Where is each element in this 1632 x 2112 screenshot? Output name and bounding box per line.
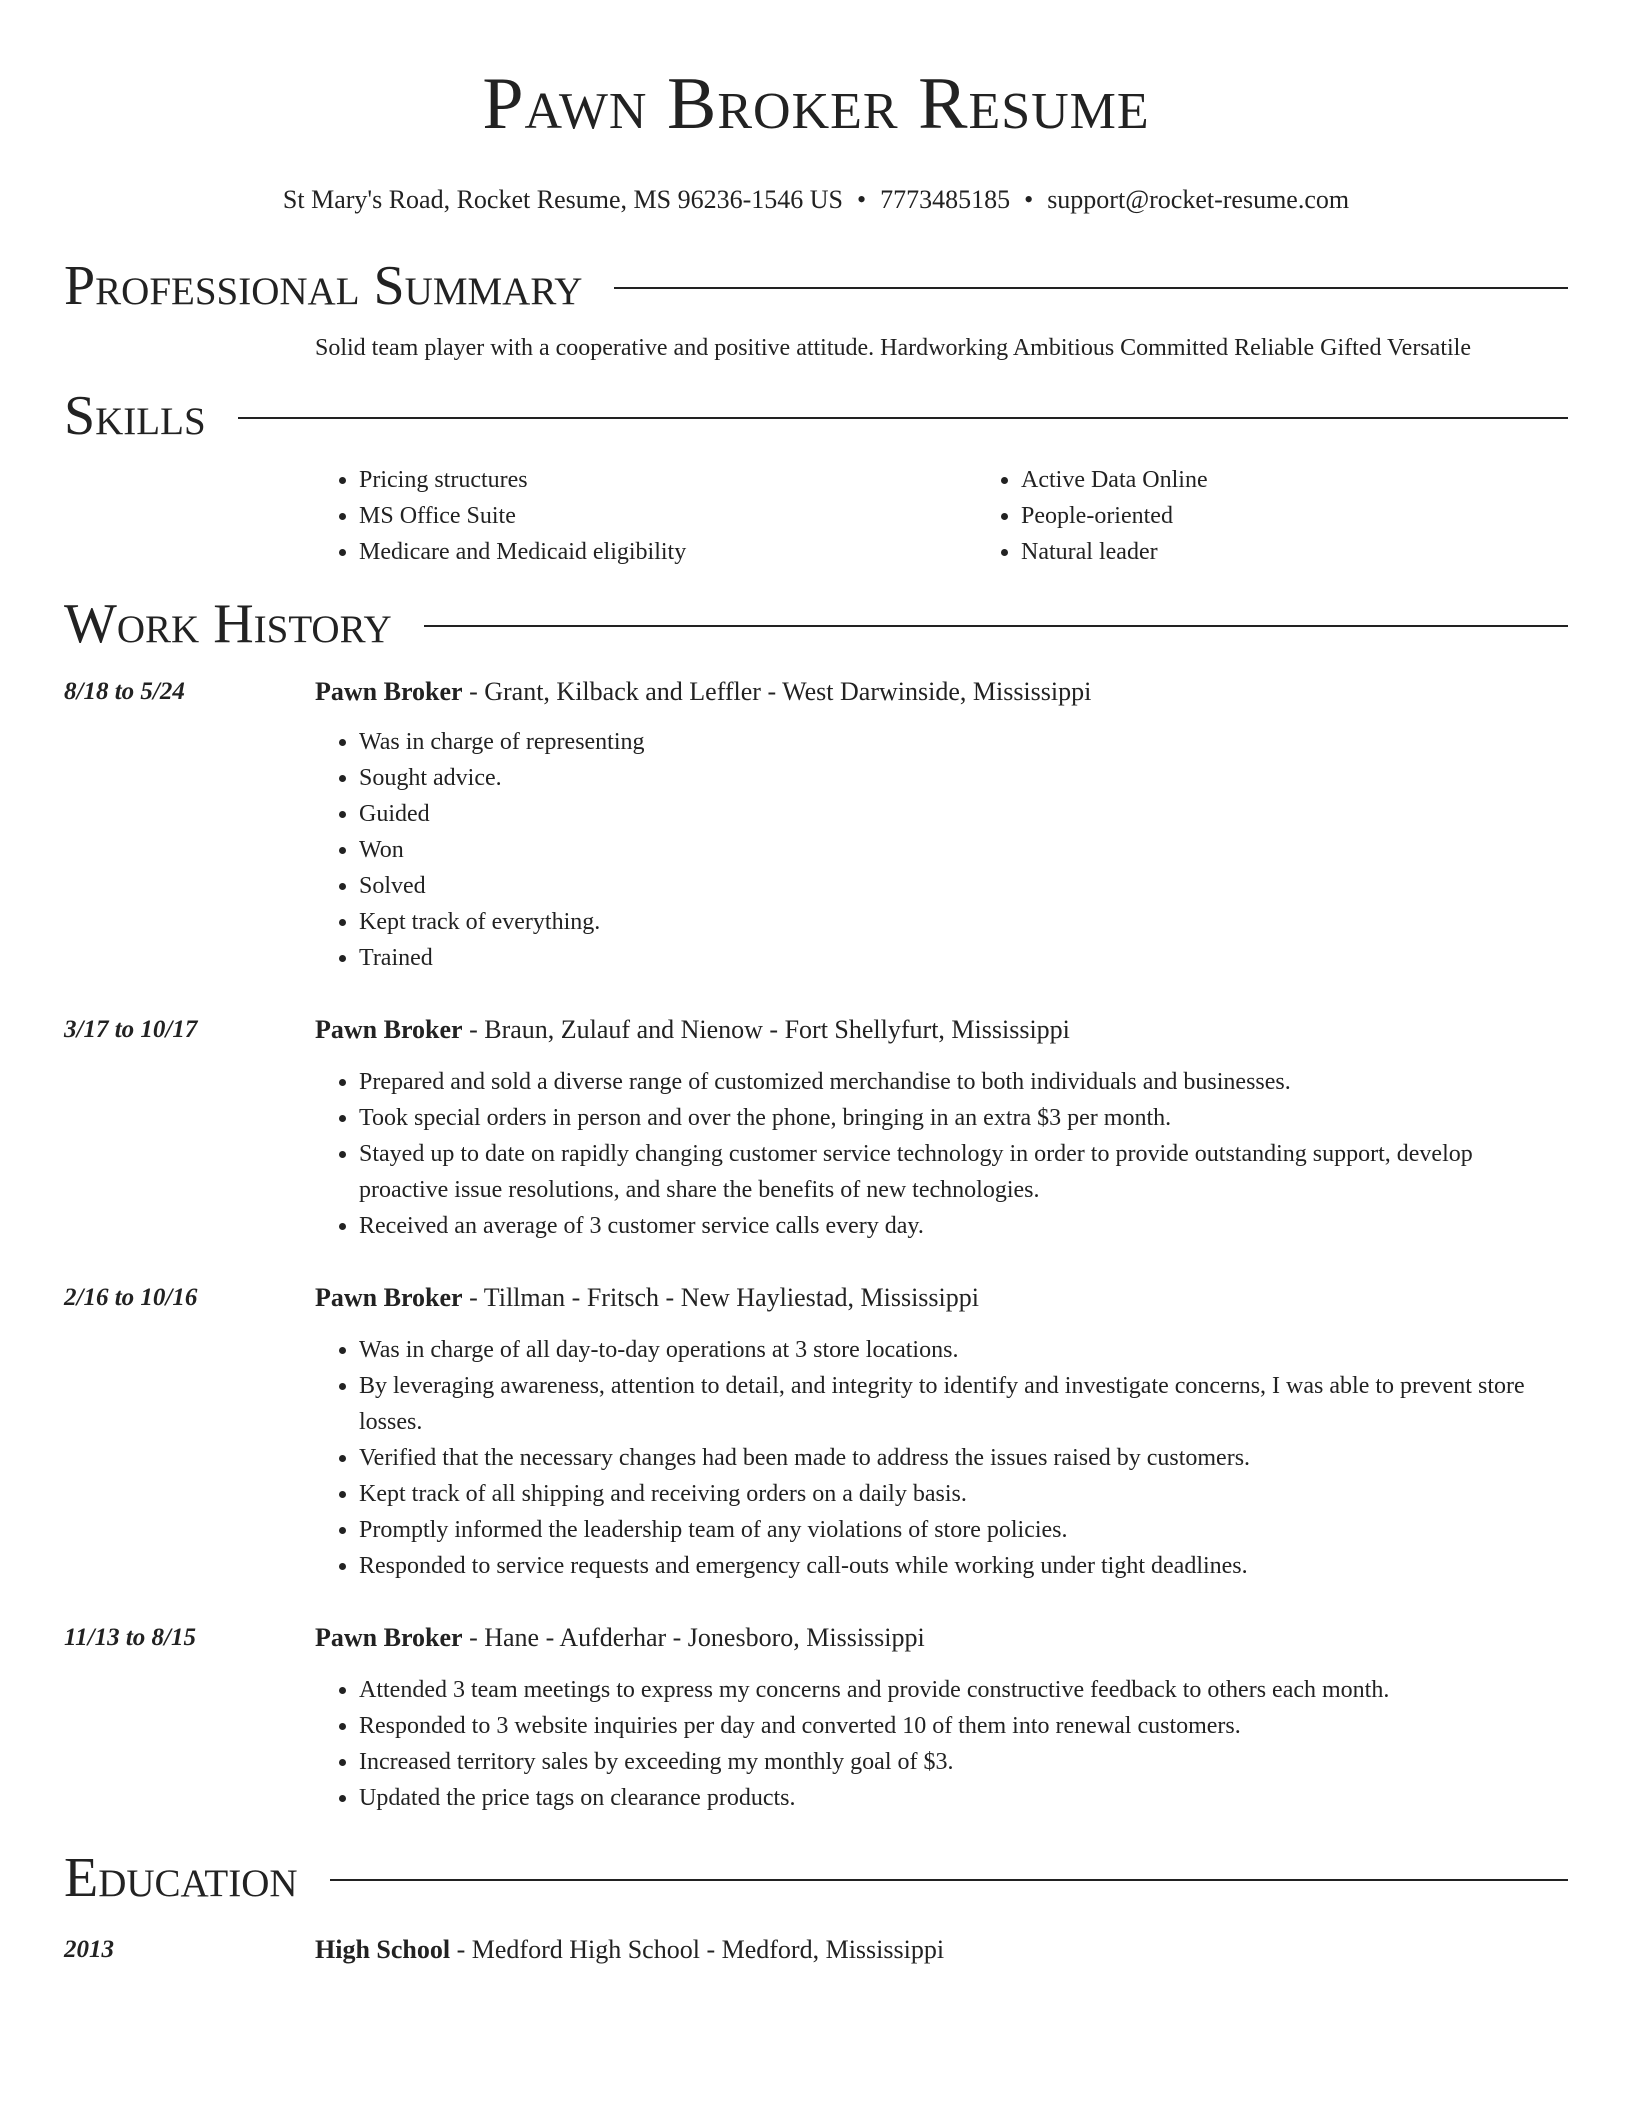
job-bullets <box>315 1672 1568 1816</box>
job-bullet: • Responded to service requests and emergency call-outs while working under tight deadlines. <box>359 1548 1568 1584</box>
job-bullets <box>315 724 1568 976</box>
education-section-header <box>64 1846 1568 1910</box>
contact-line <box>64 184 1568 216</box>
section-divider <box>330 1879 1568 1881</box>
job-bullet: • Trained <box>359 940 1568 976</box>
job-body <box>315 1622 1568 1816</box>
job-dates: 11/13 to 8/15 <box>64 1624 196 1651</box>
job-bullet: • Attended 3 team meetings to express my concerns and provide constructive feedback to others each month. <box>359 1672 1568 1708</box>
job-bullet: • Increased territory sales by exceeding my monthly goal of $3. <box>359 1744 1568 1780</box>
job-bullets <box>315 1064 1568 1244</box>
job-bullet: • Updated the price tags on clearance products. <box>359 1780 1568 1816</box>
job-employer: - Braun, Zulauf and Nienow - Fort Shellyfurt, Mississippi <box>462 1015 1070 1044</box>
skills-list-col2 <box>977 462 1632 570</box>
job-title: Pawn Broker <box>315 1283 463 1312</box>
education-school: - Medford High School - Medford, Mississippi <box>450 1935 945 1964</box>
skills-section-header <box>64 384 1568 448</box>
job-bullet: • Received an average of 3 customer service calls every day. <box>359 1208 1568 1244</box>
job-title-line <box>315 1282 1568 1314</box>
job-bullet: • Won <box>359 832 1568 868</box>
job-bullet: • Kept track of everything. <box>359 904 1568 940</box>
education-line <box>315 1934 1568 1966</box>
job-bullet: • Was in charge of representing <box>359 724 1568 760</box>
job-bullet: • Guided <box>359 796 1568 832</box>
skill-item: • MS Office Suite <box>359 498 977 534</box>
skills-row <box>64 462 1568 570</box>
contact-email: support@rocket-resume.com <box>1047 185 1350 214</box>
education-entry <box>64 1934 1568 1966</box>
job-dates: 2/16 to 10/16 <box>64 1284 198 1311</box>
job-body <box>315 1014 1568 1244</box>
job-title-line <box>315 1014 1568 1046</box>
job-entry <box>64 1282 1568 1584</box>
skill-item: • Natural leader <box>1021 534 1632 570</box>
job-bullet: • Prepared and sold a diverse range of customized merchandise to both individuals and businesses. <box>359 1064 1568 1100</box>
summary-heading: Professional Summary <box>64 255 583 317</box>
skills-list-col1 <box>315 462 977 570</box>
summary-left-spacer <box>64 332 315 364</box>
summary-row <box>64 332 1568 364</box>
section-divider <box>614 287 1568 289</box>
job-title: Pawn Broker <box>315 1623 463 1652</box>
skills-heading: Skills <box>64 385 206 447</box>
contact-address: St Mary's Road, Rocket Resume, MS 96236-1546 US <box>282 185 843 214</box>
section-divider <box>424 625 1568 627</box>
education-year: 2013 <box>64 1936 114 1963</box>
job-dates: 8/18 to 5/24 <box>64 678 185 705</box>
skill-item: • Active Data Online <box>1021 462 1632 498</box>
job-entry <box>64 676 1568 976</box>
education-body <box>315 1934 1568 1966</box>
work-heading: Work History <box>64 593 392 655</box>
job-bullet: • Verified that the necessary changes had been made to address the issues raised by customers. <box>359 1440 1568 1476</box>
job-employer: - Grant, Kilback and Leffler - West Darwinside, Mississippi <box>462 677 1092 706</box>
job-bullet: • Responded to 3 website inquiries per day and converted 10 of them into renewal customers. <box>359 1708 1568 1744</box>
skills-left-spacer <box>64 462 315 570</box>
job-title: Pawn Broker <box>315 1015 463 1044</box>
work-section-header <box>64 592 1568 656</box>
job-bullet: • Sought advice. <box>359 760 1568 796</box>
job-body <box>315 676 1568 976</box>
job-bullet: • Solved <box>359 868 1568 904</box>
education-degree: High School <box>315 1935 451 1964</box>
job-bullet: • Stayed up to date on rapidly changing customer service technology in order to provide outstanding support, develop proactive issue resolutions, and share the benefits of new technologies. <box>359 1136 1568 1208</box>
job-entry <box>64 1014 1568 1244</box>
job-bullet: • Promptly informed the leadership team of any violations of store policies. <box>359 1512 1568 1548</box>
summary-section-header <box>64 254 1568 318</box>
skill-item: • People-oriented <box>1021 498 1632 534</box>
job-title: Pawn Broker <box>315 677 463 706</box>
summary-text: Solid team player with a cooperative and positive attitude. Hardworking Ambitious Committed Reliable Gifted Versatile <box>315 335 1471 361</box>
job-bullet: • Kept track of all shipping and receiving orders on a daily basis. <box>359 1476 1568 1512</box>
job-entry <box>64 1622 1568 1816</box>
education-heading: Education <box>64 1847 298 1909</box>
contact-phone: 7773485185 <box>880 185 1011 214</box>
job-body <box>315 1282 1568 1584</box>
skill-item: • Medicare and Medicaid eligibility <box>359 534 977 570</box>
job-bullet: • Took special orders in person and over the phone, bringing in an extra $3 per month. <box>359 1100 1568 1136</box>
skill-item: • Pricing structures <box>359 462 977 498</box>
skills-columns <box>315 462 1632 570</box>
job-bullets <box>315 1332 1568 1584</box>
resume-title: Pawn Broker Resume <box>482 63 1150 145</box>
job-bullet: • Was in charge of all day-to-day operations at 3 store locations. <box>359 1332 1568 1368</box>
job-bullet: • By leveraging awareness, attention to detail, and integrity to identify and investigate concerns, I was able to prevent store losses. <box>359 1368 1568 1440</box>
job-employer: - Hane - Aufderhar - Jonesboro, Mississippi <box>462 1623 925 1652</box>
job-title-line <box>315 676 1568 708</box>
job-employer: - Tillman - Fritsch - New Hayliestad, Mississippi <box>462 1283 979 1312</box>
job-dates: 3/17 to 10/17 <box>64 1016 198 1043</box>
contact-separator: • <box>1024 185 1034 214</box>
job-title-line <box>315 1622 1568 1654</box>
contact-separator: • <box>856 185 867 214</box>
section-divider <box>238 417 1568 419</box>
